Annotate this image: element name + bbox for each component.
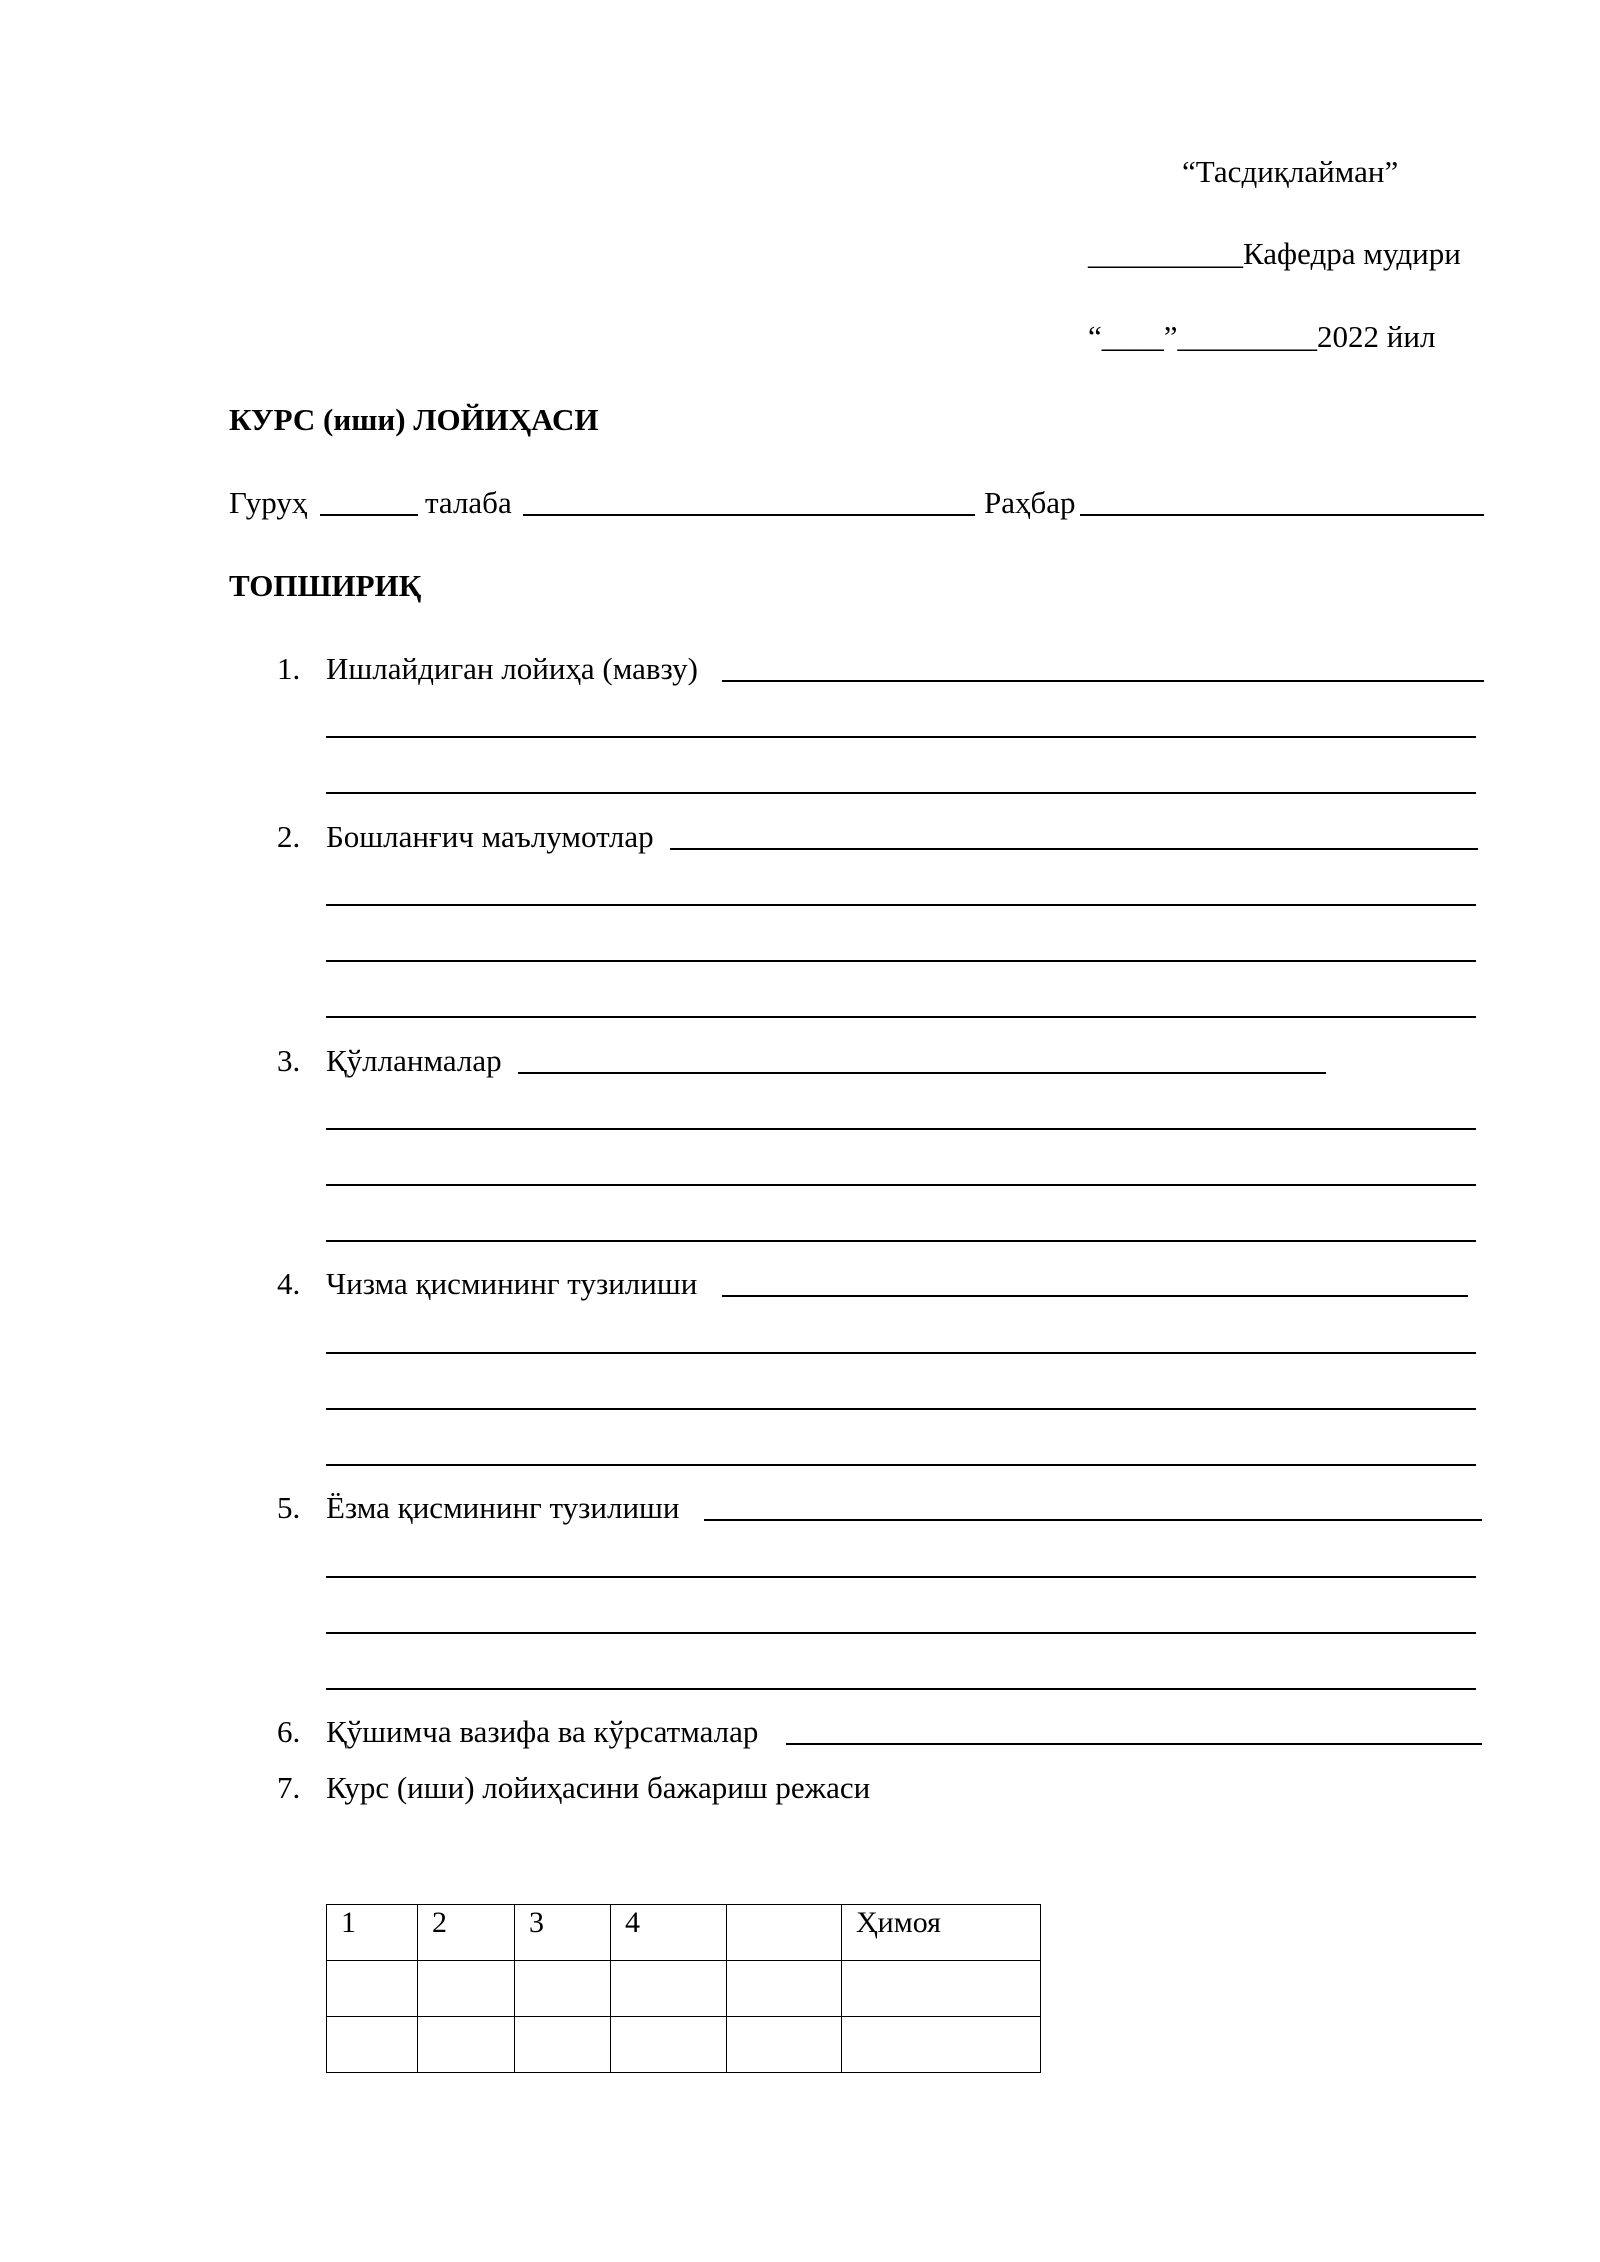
item-2-answer-line[interactable] [326,1016,1476,1018]
table-cell[interactable] [327,2017,418,2073]
item-number-5: 5. [277,1490,301,1525]
item-number-4: 4. [277,1266,301,1301]
item-4-answer-line[interactable] [326,1352,1476,1354]
department-head-line: __________Кафедра мудири [1088,236,1461,271]
table-header-cell: 1 [327,1905,418,1961]
item-3-answer-line[interactable] [326,1184,1476,1186]
approval-date-line: “____”_________2022 йил [1088,319,1436,354]
table-header-cell: Ҳимоя [842,1905,1041,1961]
item-5-answer-line[interactable] [326,1576,1476,1578]
table-header-cell: 3 [515,1905,611,1961]
table-row [327,1961,1041,2017]
item-3-answer-line[interactable] [518,1072,1326,1074]
item-1-answer-line[interactable] [326,792,1476,794]
item-4-answer-line[interactable] [326,1408,1476,1410]
item-number-2: 2. [277,819,301,854]
item-label-6: Қўшимча вазифа ва кўрсатмалар [326,1714,759,1749]
table-cell[interactable] [327,1961,418,2017]
item-1-answer-line[interactable] [722,680,1484,682]
leader-label: Раҳбар [984,485,1076,520]
item-1-answer-line[interactable] [326,736,1476,738]
item-2-answer-line[interactable] [670,848,1478,850]
student-field-line[interactable] [523,514,975,516]
item-2-answer-line[interactable] [326,960,1476,962]
leader-field-line[interactable] [1080,514,1484,516]
item-6-answer-line[interactable] [786,1743,1482,1745]
item-number-7: 7. [277,1770,301,1805]
table-cell[interactable] [727,2017,842,2073]
item-label-3: Қўлланмалар [326,1043,502,1078]
item-label-5: Ёзма қисмининг тузилиши [326,1490,680,1525]
item-label-4: Чизма қисмининг тузилиши [326,1266,698,1301]
item-4-answer-line[interactable] [722,1295,1468,1297]
table-cell[interactable] [611,2017,727,2073]
item-3-answer-line[interactable] [326,1128,1476,1130]
table-row [327,2017,1041,2073]
table-cell[interactable] [842,2017,1041,2073]
approval-title: “Тасдиқлайман” [1182,154,1399,189]
item-3-answer-line[interactable] [326,1240,1476,1242]
item-2-answer-line[interactable] [326,904,1476,906]
table-cell[interactable] [842,1961,1041,2017]
table-header-cell: 2 [418,1905,515,1961]
item-4-answer-line[interactable] [326,1464,1476,1466]
plan-table [326,1904,1041,2073]
table-cell[interactable] [418,2017,515,2073]
table-cell[interactable] [515,2017,611,2073]
item-5-answer-line[interactable] [704,1519,1482,1521]
item-5-answer-line[interactable] [326,1688,1476,1690]
item-label-2: Бошланғич маълумотлар [326,819,654,854]
item-5-answer-line[interactable] [326,1632,1476,1634]
document-title: КУРС (иши) ЛОЙИҲАСИ [229,402,599,437]
table-header-row [327,1905,1041,1961]
item-number-6: 6. [277,1714,301,1749]
table-cell[interactable] [727,1961,842,2017]
table-cell[interactable] [611,1961,727,2017]
item-label-1: Ишлайдиган лойиҳа (мавзу) [326,651,698,686]
group-field-line[interactable] [320,514,418,516]
task-heading: ТОПШИРИҚ [229,568,422,603]
item-number-1: 1. [277,651,301,686]
group-label: Гуруҳ [229,485,308,520]
table-cell[interactable] [515,1961,611,2017]
student-label: талаба [425,485,512,520]
table-header-cell [727,1905,842,1961]
item-number-3: 3. [277,1043,301,1078]
table-header-cell: 4 [611,1905,727,1961]
table-cell[interactable] [418,1961,515,2017]
item-label-7: Курс (иши) лойиҳасини бажариш режаси [326,1770,871,1805]
